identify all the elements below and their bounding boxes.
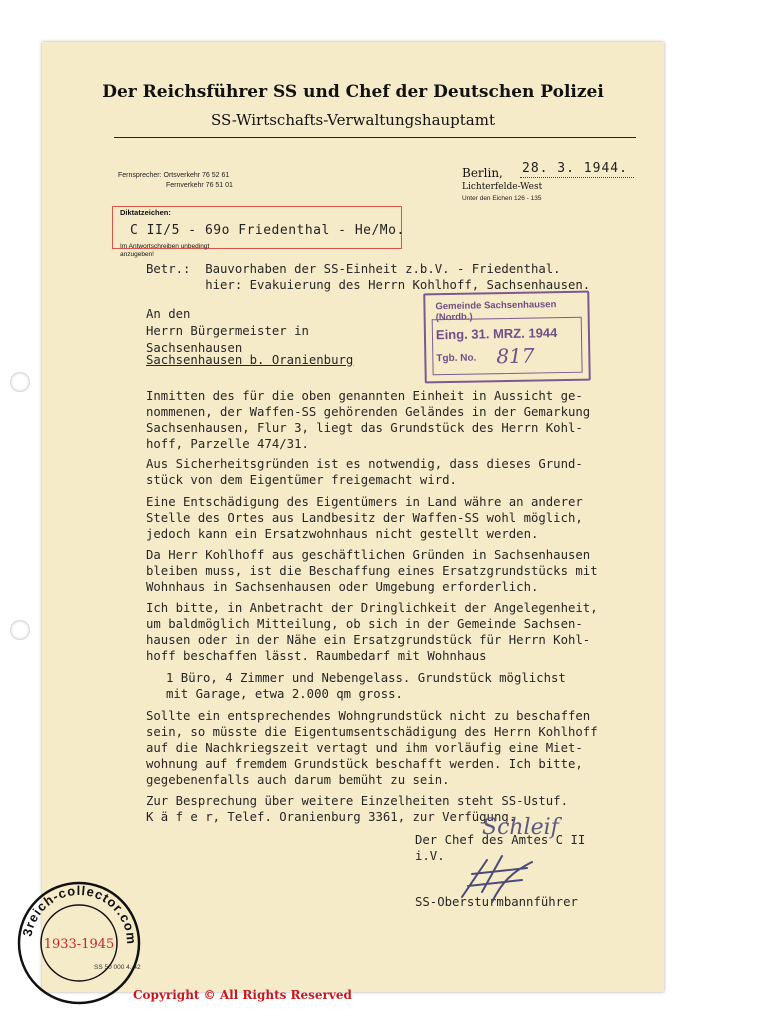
body-line: sein, so müsste die Eigentumsentschädigung des Herrn Kohlhoff: [146, 725, 598, 739]
body-line: Sachsenhausen, Flur 3, liegt das Grundstück des Herrn Kohl-: [146, 421, 583, 435]
subject-line-1: Betr.: Bauvorhaben der SS-Einheit z.b.V. - Friedenthal.: [146, 262, 561, 276]
address-line-1: An den: [146, 307, 191, 321]
body-line: mit Garage, etwa 2.000 qm gross.: [166, 687, 403, 701]
phone-long-distance: Fernverkehr 76 51 01: [166, 182, 233, 189]
reference-note-line2: anzugeben!: [120, 251, 154, 258]
body-line: Ich bitte, in Anbetracht der Dringlichkeit der Angelegenheit,: [146, 601, 598, 615]
address-line-4: Sachsenhausen b. Oranienburg: [146, 353, 354, 367]
body-line: hoff, Parzelle 474/31.: [146, 437, 309, 451]
closing-title: Der Chef des Amtes C II: [415, 833, 586, 847]
stamp-received-date: Eing. 31. MRZ. 1944: [435, 325, 558, 343]
receipt-stamp: [423, 291, 591, 384]
body-line: stück von dem Eigentümer freigemacht wird.: [146, 473, 457, 487]
signature-scrawl-icon: [442, 842, 552, 912]
letterhead-rule: [114, 137, 636, 138]
place-city: Berlin,: [462, 166, 503, 180]
collector-watermark-icon: [14, 878, 144, 1008]
stamp-journal-label: Tgb. No.: [436, 352, 477, 365]
phone-local: Fernsprecher: Ortsverkehr 76 52 61: [118, 172, 230, 179]
body-line: hausen oder in der Nähe ein Ersatzgrundstück für Herrn Kohl-: [146, 633, 591, 647]
body-line: Sollte ein entsprechendes Wohngrundstück nicht zu beschaffen: [146, 709, 591, 723]
reference-label: Diktatzeichen:: [120, 208, 171, 217]
stamp-municipality: Gemeinde Sachsenhausen (Nordb.): [435, 299, 557, 324]
closing-rank: SS-Obersturmbannführer: [415, 895, 578, 909]
body-line: hoff beschaffen lässt. Raumbedarf mit Wohnhaus: [146, 649, 487, 663]
reference-value: C II/5 - 69o Friedenthal - He/Mo.: [130, 223, 405, 238]
address-line-2: Herrn Bürgermeister in: [146, 324, 309, 338]
reference-note-line1: Im Antwortschreiben unbedingt: [120, 243, 210, 250]
signature: Schleif: [482, 815, 559, 840]
body-line: Eine Entschädigung des Eigentümers in Land währe an anderer: [146, 495, 583, 509]
place-district: Lichterfelde-West: [462, 182, 543, 192]
address-line-3: Sachsenhausen: [146, 341, 243, 355]
body-line: Da Herr Kohlhoff aus geschäftlichen Gründen in Sachsenhausen: [146, 548, 591, 562]
reference-note: [120, 243, 209, 259]
body-line: nommenen, der Waffen-SS gehörenden Geländes in der Gemarkung: [146, 405, 591, 419]
watermark-years: 1933-1945: [43, 937, 115, 952]
body-line: Wohnhaus in Sachsenhausen oder Umgebung erforderlich.: [146, 580, 539, 594]
watermark-site: 3reich-collector.com: [19, 882, 140, 946]
body-line: Zur Besprechung über weitere Einzelheiten steht SS-Ustuf.: [146, 794, 568, 808]
closing-iv: i.V.: [415, 849, 445, 863]
body-line: Stelle des Ortes aus Landbesitz der Waffen-SS wohl möglich,: [146, 511, 583, 525]
letter-sheet: [42, 42, 664, 992]
body-line: Aus Sicherheitsgründen ist es notwendig, dass dieses Grund-: [146, 457, 583, 471]
body-line: 1 Büro, 4 Zimmer und Nebengelass. Grundstück möglichst: [166, 671, 566, 685]
stamp-journal-number: 817: [496, 343, 535, 369]
punch-hole-bottom: [10, 620, 30, 640]
body-line: Inmitten des für die oben genannten Einheit in Aussicht ge-: [146, 389, 583, 403]
letter-date: 28. 3. 1944.: [520, 161, 634, 178]
body-line: gegebenenfalls auch darum bemüht zu sein.: [146, 773, 450, 787]
print-mark: SS 50 000 4. 42: [94, 964, 141, 971]
copyright-notice: Copyright © All Rights Reserved: [133, 988, 352, 1002]
body-line: wohnung auf fremdem Grundstück beschafft werden. Ich bitte,: [146, 757, 583, 771]
body-line: auf die Nachkriegszeit vertagt und ihm vorläufig eine Miet-: [146, 741, 583, 755]
body-line: bleiben muss, ist die Beschaffung eines Ersatzgrundstücks mit: [146, 564, 598, 578]
body-line: jedoch kann ein Ersatzwohnhaus nicht gestellt werden.: [146, 527, 539, 541]
body-line: K ä f e r, Telef. Oranienburg 3361, zur Verfügung.: [146, 810, 517, 824]
punch-hole-top: [10, 372, 30, 392]
place-street: Unter den Eichen 126 - 135: [462, 195, 542, 202]
body-line: um baldmöglich Mitteilung, ob sich in der Gemeinde Sachsen-: [146, 617, 583, 631]
letterhead-title: Der Reichsführer SS und Chef der Deutschen Polizei: [102, 82, 604, 102]
subject-line-2: hier: Evakuierung des Herrn Kohlhoff, Sachsenhausen.: [146, 278, 591, 292]
letterhead-subtitle: SS-Wirtschafts-Verwaltungshauptamt: [210, 111, 495, 129]
